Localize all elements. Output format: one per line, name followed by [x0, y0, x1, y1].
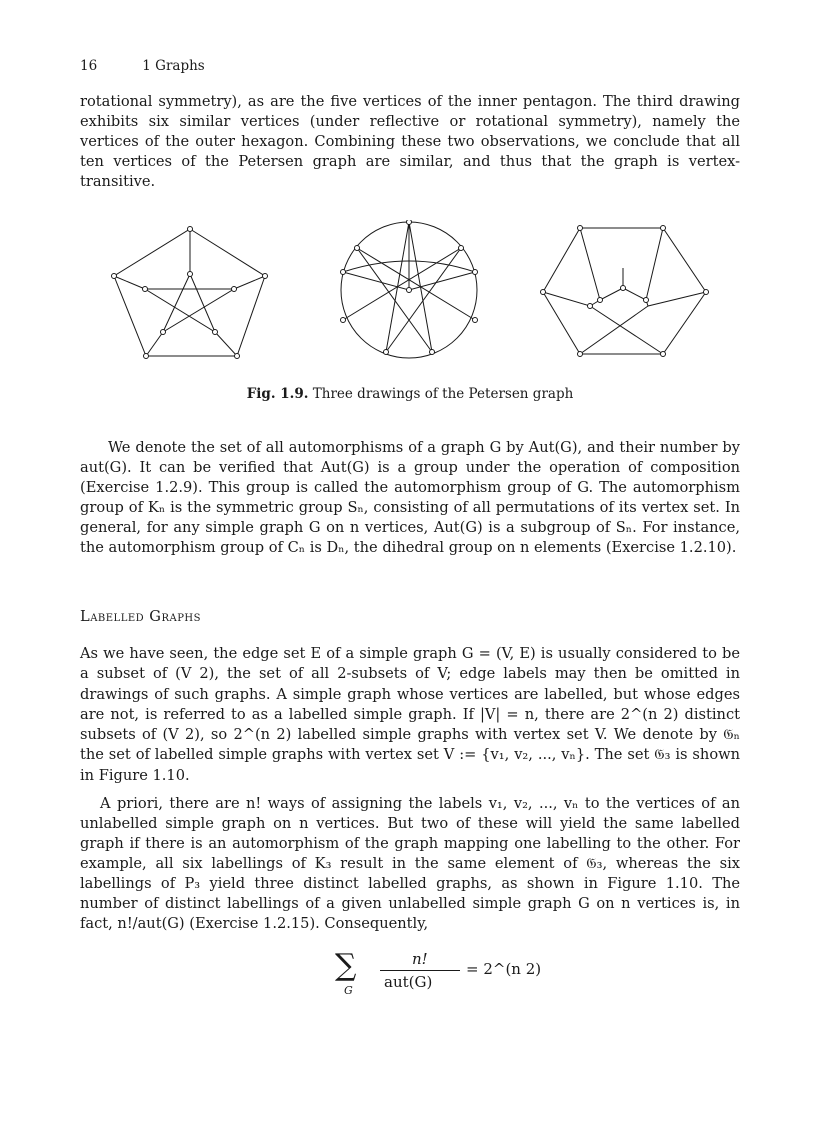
- formula-denominator: aut(G): [384, 973, 433, 991]
- fraction-bar: [380, 970, 460, 971]
- sum-subscript: G: [344, 984, 353, 997]
- sigma-symbol: ∑: [335, 948, 357, 983]
- paragraph-3: As we have seen, the edge set E of a simple graph G = (V, E) is usually considered to be a subset of (V 2), the set of all 2-subsets of V; edge labels may then be omitted in drawings of such graphs. A simple graph whose vertices are labelled, but whose edges are not, is referred to as a labelled simple graph. If |V| = n, there are 2^(n 2) distinct subsets of (V 2), so 2^(n 2) labelled simple graphs with vertex set V. We denote by 𝔊ₙ the set of labelled simple graphs with vertex set V := {v₁, v₂, ..., vₙ}. The set 𝔊₃ is shown in Figure 1.10.: [80, 645, 740, 784]
- paragraph-2: We denote the set of all automorphisms of a graph G by Aut(G), and their number by aut(G). It can be verified that Aut(G) is a group under the operation of composition (Exercise 1.2.9). This group is called the automorphism group of G. The automorphism group of Kₙ is the symmetric group Sₙ, consisting of all permutations of its vertex set. In general, for any simple graph G on n vertices, Aut(G) is a subgroup of Sₙ. For instance, the automorphism group of Cₙ is Dₙ, the dihedral group on n elements (Exercise 1.2.10).: [80, 439, 740, 556]
- page-number: 16: [80, 58, 98, 74]
- section-title: Labelled Graphs: [80, 608, 202, 625]
- summation-formula: [330, 946, 580, 1002]
- formula-numerator: n!: [412, 950, 428, 968]
- petersen-figure: [80, 220, 740, 370]
- caption-text: Three drawings of the Petersen graph: [312, 386, 574, 402]
- paragraph-4: A priori, there are n! ways of assigning the labels v₁, v₂, ..., vₙ to the vertices of an unlabelled simple graph on n vertices. But two of these will yield the same labelled graph if there is an automorphism of the graph mapping one labelling to the other. For example, all six labellings of K₃ result in the same element of 𝔊₃, whereas the six labellings of P₃ yield three distinct labelled graphs, as shown in Figure 1.10. The number of distinct labellings of a given unlabelled simple graph G on n vertices is, in fact, n!/aut(G) (Exercise 1.2.15). Consequently,: [80, 795, 740, 932]
- petersen-drawing-circle: [334, 220, 484, 360]
- running-head: [80, 58, 205, 74]
- petersen-drawing-pentagon: [110, 220, 270, 360]
- chapter-title: 1 Graphs: [142, 58, 205, 74]
- petersen-drawing-hexagon: [538, 220, 713, 360]
- caption-label: Fig. 1.9.: [246, 386, 309, 402]
- figure-caption: [80, 386, 740, 402]
- formula-rhs: = 2^(n 2): [466, 960, 542, 978]
- paragraph-1: rotational symmetry), as are the five vertices of the inner pentagon. The third drawing exhibits six similar vertices (under reflective or rotational symmetry), namely the vertices of the outer hexagon. Combining these two observations, we conclude that all ten vertices of the Petersen graph are similar, and thus that the graph is vertex-transitive.: [80, 93, 740, 190]
